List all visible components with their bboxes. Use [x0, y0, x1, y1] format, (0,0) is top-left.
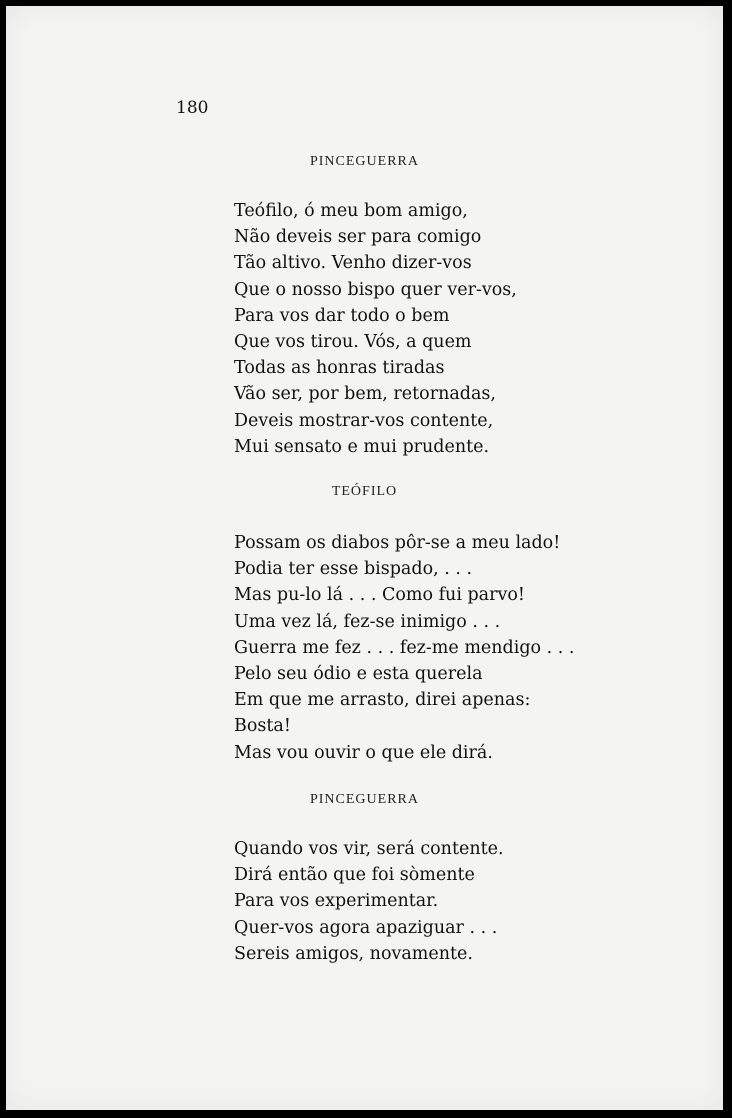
verse-line: Mas pu-lo lá . . . Como fui parvo!	[234, 585, 525, 606]
verse-line: Uma vez lá, fez-se inimigo . . .	[234, 611, 501, 632]
verse-line: Para vos dar todo o bem	[234, 305, 450, 326]
verse-line: Podia ter esse bispado, . . .	[234, 559, 473, 580]
verse-line: Não deveis ser para comigo	[234, 227, 482, 248]
stanza	[234, 530, 574, 766]
verse-line: Pelo seu ódio e esta querela	[234, 664, 483, 685]
verse-line: Quando vos vir, será contente.	[234, 839, 504, 859]
speaker-heading: PINCEGUERRA	[309, 792, 419, 807]
verse-line: Vão ser, por bem, retornadas,	[234, 384, 496, 405]
verse-line: Sereis amigos, novamente.	[234, 943, 473, 964]
verse-line: Para vos experimentar.	[234, 891, 439, 912]
verse-line: Mas vou ouvir o que ele dirá.	[234, 742, 493, 763]
verse-line: Tão altivo. Venho dizer-vos	[234, 253, 472, 274]
speaker-heading: TEÓFILO	[331, 484, 398, 499]
verse-line: Possam os diabos pôr-se a meu lado!	[234, 533, 561, 553]
verse-line: Deveis mostrar-vos contente,	[234, 410, 494, 431]
verse-line: Mui sensato e mui prudente.	[234, 436, 490, 457]
verse-line: Quer-vos agora apaziguar . . .	[234, 917, 498, 938]
verse-line: Guerra me fez . . . fez-me mendigo . . .	[234, 637, 575, 658]
stanza	[234, 198, 517, 460]
stanza	[234, 836, 504, 967]
verse-line: Bosta!	[234, 716, 291, 737]
verse-line: Dirá então que foi sòmente	[234, 865, 475, 886]
verse-line: Todas as honras tiradas	[234, 358, 445, 379]
book-page	[6, 6, 723, 1110]
verse-line: Que vos tirou. Vós, a quem	[234, 332, 472, 353]
speaker-heading: PINCEGUERRA	[309, 154, 419, 169]
verse-line: Que o nosso bispo quer ver-vos,	[234, 279, 517, 300]
verse-line: Em que me arrasto, direi apenas:	[234, 690, 531, 711]
verse-line: Teófilo, ó meu bom amigo,	[234, 201, 468, 221]
page-number: 180	[176, 98, 209, 118]
